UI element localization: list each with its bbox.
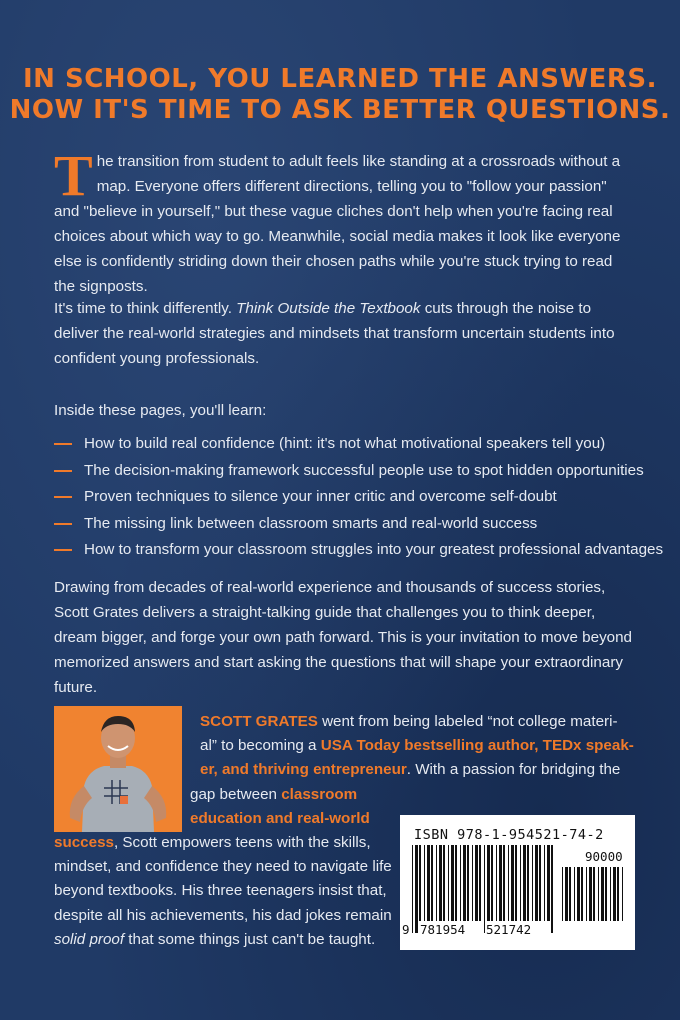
headline-line-2: NOW IT'S TIME TO ASK BETTER QUESTIONS. (9, 95, 671, 125)
list-item (54, 537, 664, 564)
list-item (54, 484, 654, 511)
intro-paragraph (54, 143, 636, 299)
barcode-bars-icon (410, 845, 558, 933)
drawing-paragraph: Drawing from decades of real-world experience and thousands of success stories, Scott Grates delivers a straight-talking guide that challenges you to think deeper, dream bigger, and forge your own path forward. This is your invitation to move beyond memorized answers and start asking the questions that will shape your extraordinary future. (54, 579, 633, 696)
intro-text: he transition from student to adult feels like standing at a crossroads without a map. Everyone offers different directions, telling you to "follow your passion" and "believe in yourself," but these vague cliches don't help when you're facing real choices about which way to go. Meanwhile, social media makes it look like everyone else is confidently striding down their chosen paths while you're stuck trying to read the signposts. (54, 153, 621, 295)
headline-line-1: IN SCHOOL, YOU LEARNED THE ANSWERS. (22, 64, 658, 94)
bullet-text: How to build real confidence (hint: it's not what motivational speakers tell you) (84, 435, 606, 452)
bullet-text: The decision-making framework successful people use to spot hidden opportunities (84, 461, 644, 479)
list-item (54, 431, 654, 458)
inside-heading: Inside these pages, you'll learn: (54, 402, 267, 419)
headline (0, 64, 680, 126)
ean-right-digits: 521742 (486, 922, 532, 937)
dash-icon (54, 496, 72, 498)
bullet-text: The missing link between classroom smarts and real-world success (84, 514, 538, 532)
dash-icon (54, 443, 72, 445)
drop-cap: T (54, 143, 93, 208)
addon-bars-icon (560, 867, 626, 933)
ean-lead-digit: 9 (402, 922, 410, 937)
dash-icon (54, 470, 72, 472)
author-bio: SCOTT GRATES went from being labeled “not college materi- al” to becoming a USA Today bestselling author, TEDx speak- er, and thriving entrepreneur. With a passion for bridging the gap between classroom education and real-world success, Scott empowers teens with the skills, mindset, and confidence they need to navigate life beyond textbooks. His three teenagers insist that, despite all his achievements, his dad jokes remain solid proof that some things just can't be taught. (54, 713, 634, 948)
book-title: Think Outside the Textbook (236, 300, 421, 317)
bullet-list (54, 431, 664, 564)
dash-icon (54, 549, 72, 551)
addon-number: 90000 (585, 849, 623, 864)
author-name: SCOTT GRATES (200, 713, 318, 730)
ean-left-digits: 781954 (420, 922, 466, 937)
list-item (54, 458, 654, 485)
think-post: cuts through the noise to deliver the real-world strategies and mindsets that transform uncertain students into confident young professionals. (54, 300, 615, 367)
bullet-text: Proven techniques to silence your inner critic and overcome self-doubt (84, 488, 557, 505)
bullet-text: How to transform your classroom struggles into your greatest professional advantages (84, 541, 664, 558)
list-item (54, 511, 654, 538)
think-pre: It's time to think differently. (54, 300, 237, 317)
dash-icon (54, 523, 72, 525)
isbn-text: ISBN 978-1-954521-74-2 (414, 827, 604, 843)
isbn-barcode (400, 815, 635, 950)
think-paragraph (54, 296, 636, 371)
